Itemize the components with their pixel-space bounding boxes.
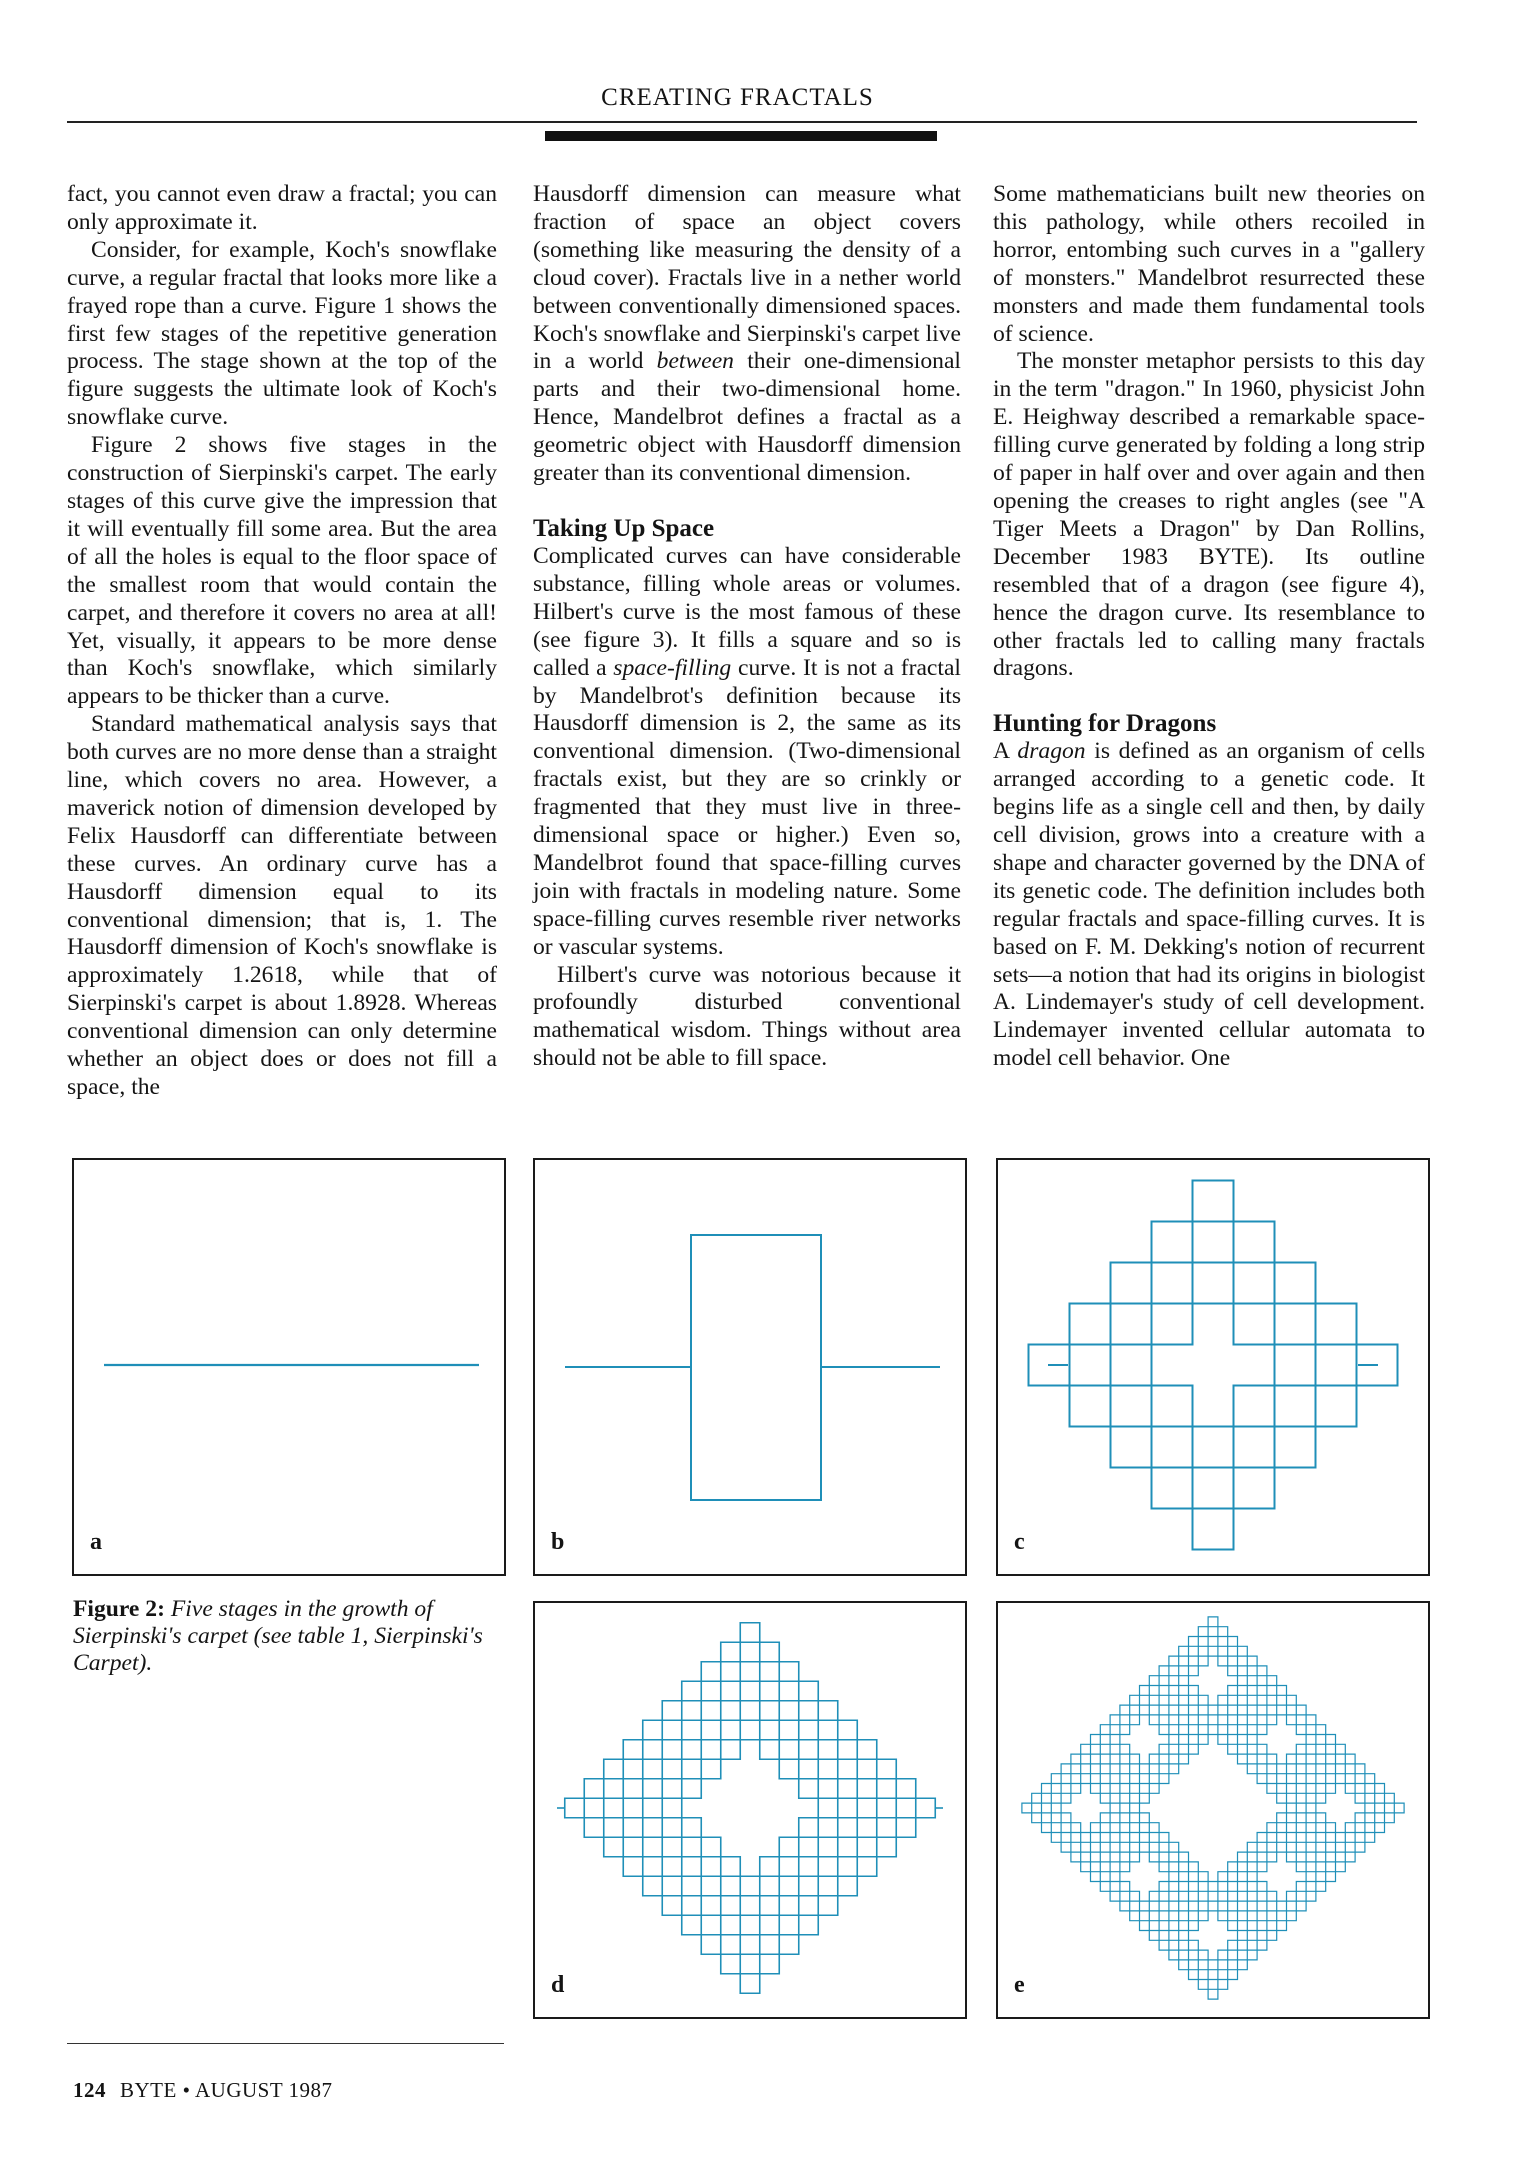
carpet-stage-b <box>565 1235 940 1500</box>
panel-e-drawing <box>998 1603 1428 2017</box>
figure-panel-b <box>533 1158 967 1576</box>
figure-panel-e <box>996 1601 1430 2019</box>
header-rule <box>67 121 1417 123</box>
section-heading: Taking Up Space <box>533 514 715 542</box>
carpet-stage-d <box>557 1623 943 1994</box>
running-head: CREATING FRACTALS <box>601 84 874 111</box>
page-number: 124 <box>73 2078 106 2102</box>
paragraph: Hilbert's curve was notorious because it profoundly disturbed conventional mathematical wisdom. Things without area should not be able to fill space. <box>533 961 961 1072</box>
panel-d-drawing <box>535 1603 965 2017</box>
figure-panel-d <box>533 1601 967 2019</box>
figure-caption: Figure 2: Five stages in the growth of Sierpinski's carpet (see table 1, Sierpinski's Carpet). <box>73 1596 483 1676</box>
panel-a-drawing <box>74 1160 504 1574</box>
section-heading: Hunting for Dragons <box>993 710 1217 738</box>
paragraph: Consider, for example, Koch's snowflake curve, a regular fractal that looks more like a frayed rope than a curve. Figure 1 shows the first few stages of the repetitive generation process. The stage shown at the top of the figure suggests the ultimate look of Koch's snowflake curve. <box>67 236 497 431</box>
panel-c-drawing <box>998 1160 1428 1574</box>
panel-label: e <box>1014 1972 1025 1998</box>
column-2 <box>533 181 961 1073</box>
publication-line: BYTE • AUGUST 1987 <box>120 2078 333 2102</box>
figure-panel-c <box>996 1158 1430 1576</box>
paragraph: A dragon is defined as an organism of cells arranged according to a genetic code. It begins life as a single cell and then, by daily cell division, grows into a creature with a shape and character governed by the DNA of its genetic code. The definition includes both regular fractals and space-filling curves. It is based on F. M. Dekking's notion of recurrent sets—a notion that had its origins in biologist A. Lindemayer's study of cell development. Lindemayer invented cellular automata to model cell behavior. One <box>993 738 1426 1072</box>
panel-label: a <box>90 1529 102 1555</box>
panel-label: b <box>551 1529 565 1555</box>
paragraph: Figure 2 shows five stages in the construction of Sierpinski's carpet. The early stages of this curve give the impression that it will eventually fill some area. But the area of all the holes is equal to the floor space of the smallest room that would contain the carpet, and therefore it covers no area at all! Yet, visually, it appears to be more dense than Koch's snowflake, which similarly appears to be thicker than a curve. <box>67 432 497 710</box>
carpet-stage-c <box>1029 1181 1398 1550</box>
paragraph: Complicated curves can have considerable substance, filling whole areas or volumes. Hilbert's curve is the most famous of these (see figure 3). It fills a square and so is called a space-filling curve. It is not a fractal by Mandelbrot's definition because its Hausdorff dimension is 2, the same as its conventional dimension. (Two-dimensional fractals exist, but they are so crinkly or fragmented that they must live in three-dimensional space or higher.) Even so, Mandelbrot found that space-filling curves join with fractals in modeling nature. Some space-filling curves resemble river networks or vascular systems. <box>533 542 961 960</box>
paragraph: Hausdorff dimension can measure what fraction of space an object covers (something like measuring the density of a cloud cover). Fractals live in a nether world between conventionally dimensioned spaces. Koch's snowflake and Sierpinski's carpet live in a world between their one-dimensional parts and their two-dimensional home. Hence, Mandelbrot defines a fractal as a geometric object with Hausdorff dimension greater than its conventional dimension. <box>533 181 961 487</box>
paragraph: Some mathematicians built new theories on this pathology, while others recoiled in horror, entombing such curves in a "gallery of monsters." Mandelbrot resurrected these monsters and made them fundamental tools of science. <box>993 181 1425 347</box>
paragraph: The monster metaphor persists to this day in the term "dragon." In 1960, physicist John E. Heighway described a remarkable space-filling curve generated by folding a long strip of paper in half over and over again and then opening the creases to right angles (see "A Tiger Meets a Dragon" by Dan Rollins, December 1983 BYTE). Its outline resembled that of a dragon (see figure 4), hence the dragon curve. Its resemblance to other fractals led to calling many fractals dragons. <box>993 348 1425 682</box>
footer-rule <box>67 2043 504 2044</box>
panel-label: c <box>1014 1529 1025 1555</box>
page-footer <box>73 2078 333 2103</box>
panel-b-drawing <box>535 1160 965 1574</box>
header-bar <box>545 131 937 141</box>
figure-panel-a <box>72 1158 506 1576</box>
panel-label: d <box>551 1972 565 1998</box>
carpet-stage-e <box>1022 1617 1404 1999</box>
paragraph: Standard mathematical analysis says that both curves are no more dense than a straight line, which covers no area. However, a maverick notion of dimension developed by Felix Hausdorff can differentiate between these curves. An ordinary curve has a Hausdorff dimension equal to its conventional dimension; that is, 1. The Hausdorff dimension of Koch's snowflake is approximately 1.2618, while that of Sierpinski's carpet is about 1.8928. Whereas conventional dimension can only determine whether an object does or does not fill a space, the <box>67 711 497 1100</box>
paragraph: fact, you cannot even draw a fractal; you can only approximate it. <box>67 181 497 235</box>
column-3 <box>993 181 1425 1073</box>
column-1 <box>67 181 497 1102</box>
